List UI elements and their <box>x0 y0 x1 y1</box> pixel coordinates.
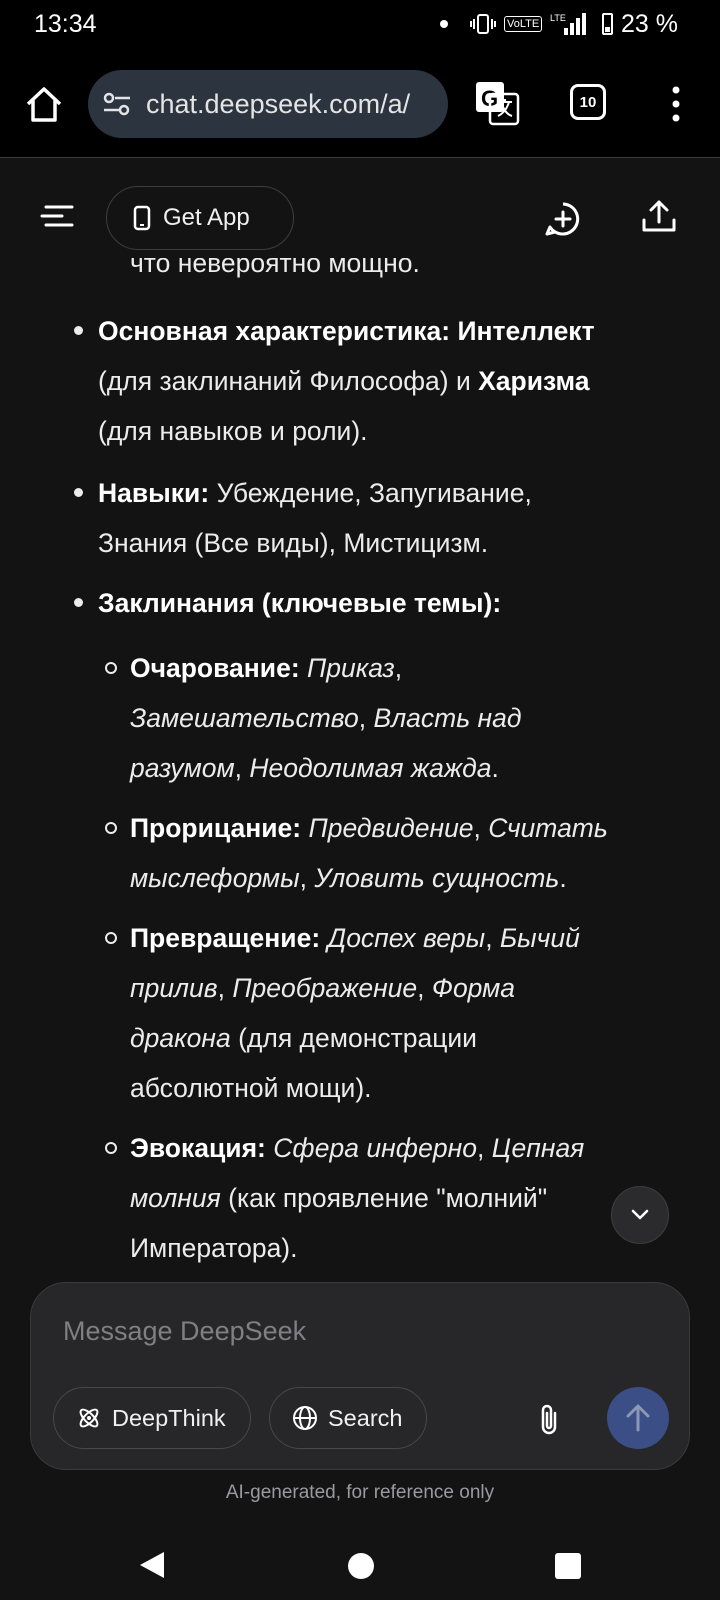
sub-bullet <box>105 932 117 944</box>
address-bar[interactable] <box>88 70 448 138</box>
globe-icon <box>292 1405 318 1431</box>
url-text: chat.deepseek.com/a/ <box>146 89 411 119</box>
home-circle-icon[interactable] <box>348 1553 374 1579</box>
svg-text:G: G <box>481 86 499 111</box>
battery-percent: 23 % <box>621 10 678 38</box>
bullet <box>74 488 83 497</box>
deepthink-label: DeepThink <box>112 1404 226 1431</box>
sub-list-item: Превращение: Доспех веры, Бычий <box>130 923 580 953</box>
send-button[interactable] <box>607 1387 669 1449</box>
sub-bullet <box>105 662 117 674</box>
paperclip-icon[interactable] <box>535 1401 563 1437</box>
system-navigation-bar <box>0 1528 720 1600</box>
recents-square-icon[interactable] <box>555 1553 581 1579</box>
sub-bullet <box>105 822 117 834</box>
list-item: Заклинания (ключевые темы): <box>98 588 502 618</box>
list-item-cont: (для заклинаний Философа) и Харизма <box>98 366 590 396</box>
sub-list-item-cont: абсолютной мощи). <box>130 1073 372 1103</box>
sidebar-toggle-icon[interactable] <box>40 204 74 228</box>
vibrate-icon <box>470 13 496 35</box>
site-settings-icon[interactable] <box>102 90 132 118</box>
search-label: Search <box>328 1404 403 1431</box>
get-app-button[interactable] <box>106 186 294 250</box>
status-bar <box>0 0 720 50</box>
sub-list-item: Эвокация: Сфера инферно, Цепная <box>130 1133 585 1163</box>
signal-icon <box>550 12 586 36</box>
browser-toolbar <box>0 50 720 158</box>
sub-bullet <box>105 1142 117 1154</box>
list-item-cont: (для навыков и роли). <box>98 416 368 446</box>
sub-list-item-cont: прилив, Преображение, Форма <box>130 973 516 1003</box>
sub-list-item-cont: Замешательство, Власть над <box>130 703 522 733</box>
chat-header <box>0 158 720 258</box>
sub-list-item-cont: Императора). <box>130 1233 298 1263</box>
bullet <box>74 598 83 607</box>
status-time: 13:34 <box>34 10 97 38</box>
more-options-icon[interactable] <box>664 82 688 126</box>
sub-list-item-cont: молния (как проявление "молний" <box>130 1183 548 1213</box>
list-item: Основная характеристика: Интеллект <box>98 316 595 346</box>
search-button[interactable] <box>269 1387 427 1449</box>
ai-disclaimer: AI-generated, for reference only <box>225 1482 495 1503</box>
sub-list-item-cont: разумом, Неодолимая жажда. <box>130 753 499 783</box>
list-item: Навыки: Убеждение, Запугивание, <box>98 478 532 508</box>
message-composer <box>30 1282 690 1470</box>
phone-icon <box>133 205 151 231</box>
notification-dot-icon <box>440 20 448 28</box>
translate-icon[interactable] <box>474 80 520 126</box>
message-input[interactable] <box>63 1311 643 1351</box>
new-chat-icon[interactable] <box>544 200 582 238</box>
list-item-cont: Знания (Все виды), Мистицизм. <box>98 528 489 558</box>
bullet <box>74 326 83 335</box>
lte-label: LTE <box>550 13 567 23</box>
status-icons <box>470 10 586 38</box>
chevron-down-icon <box>630 1209 650 1221</box>
sub-list-item-cont: дракона (для демонстрации <box>130 1023 477 1053</box>
chat-message-area <box>0 258 720 1278</box>
sub-list-item: Прорицание: Предвидение, Считать <box>130 813 608 843</box>
sub-list-item: Очарование: Приказ, <box>130 653 403 683</box>
volte-badge: VoLTE <box>504 16 542 32</box>
battery-icon <box>602 13 613 35</box>
deepthink-button[interactable] <box>53 1387 251 1449</box>
scroll-to-bottom-button[interactable] <box>611 1186 669 1244</box>
home-icon[interactable] <box>22 82 66 126</box>
arrow-up-icon <box>625 1403 651 1433</box>
partial-text-line: что невероятно мощно. <box>130 258 420 278</box>
atom-icon <box>76 1405 102 1431</box>
back-icon[interactable] <box>138 1550 166 1580</box>
tab-switcher-button[interactable]: 10 <box>570 84 606 120</box>
get-app-label: Get App <box>163 204 250 231</box>
share-icon[interactable] <box>640 198 678 236</box>
sub-list-item-cont: мыслеформы, Уловить сущность. <box>130 863 567 893</box>
